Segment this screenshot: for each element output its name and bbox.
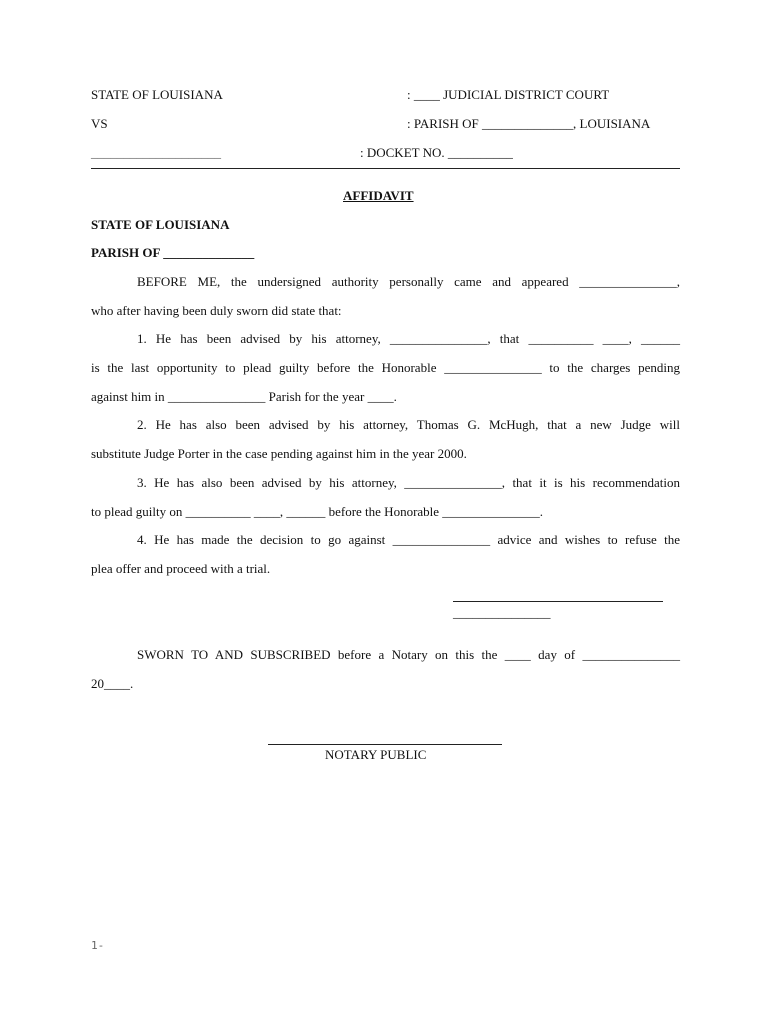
paragraph-2-line-2: substitute Judge Porter in the case pending against him in the year 2000. — [91, 446, 467, 461]
notary-signature-line — [268, 744, 502, 745]
venue-parish: PARISH OF ______________ — [91, 245, 255, 260]
paragraph-1-line-3: against him in _______________ Parish for the year ____. — [91, 389, 397, 404]
caption-parish: : PARISH OF ______________, LOUISIANA — [407, 116, 651, 131]
paragraph-4-line-1: 4. He has made the decision to go against _______________ advice and wishes to refuse the — [137, 532, 680, 547]
intro-line-1: BEFORE ME, the undersigned authority personally came and appeared _______________, — [137, 274, 680, 289]
paragraph-1-line-1: 1. He has been advised by his attorney, _______________, that __________ ____, ______ — [137, 331, 680, 346]
paragraph-3-line-1: 3. He has also been advised by his attorney, _______________, that it is his recommendation — [137, 475, 680, 490]
affidavit-title: AFFIDAVIT — [343, 188, 414, 203]
paragraph-2-line-1: 2. He has also been advised by his attorney, Thomas G. McHugh, that a new Judge will — [137, 417, 680, 432]
caption-court: : ____ JUDICIAL DISTRICT COURT — [407, 87, 610, 102]
paragraph-3-line-2: to plead guilty on __________ ____, ______ before the Honorable _______________. — [91, 504, 544, 519]
caption-state: STATE OF LOUISIANA — [91, 87, 223, 102]
caption-divider — [91, 168, 680, 169]
paragraph-1-line-2: is the last opportunity to plead guilty before the Honorable _______________ to the charges pending — [91, 360, 680, 375]
sworn-line-2: 20____. — [91, 676, 134, 691]
caption-vs: VS — [91, 116, 108, 131]
notary-public-label: NOTARY PUBLIC — [325, 747, 427, 762]
caption-docket: : DOCKET NO. __________ — [360, 145, 513, 160]
caption-party-blank: ____________________ — [91, 145, 221, 160]
affiant-signature-line — [453, 601, 663, 602]
venue-state: STATE OF LOUISIANA — [91, 217, 230, 232]
paragraph-4-line-2: plea offer and proceed with a trial. — [91, 561, 271, 576]
page-number: 1- — [91, 939, 105, 952]
sworn-line-1: SWORN TO AND SUBSCRIBED before a Notary on this the ____ day of _______________ — [137, 647, 680, 662]
intro-line-2: who after having been duly sworn did state that: — [91, 303, 342, 318]
affiant-signature-blank: _______________ — [453, 605, 551, 620]
